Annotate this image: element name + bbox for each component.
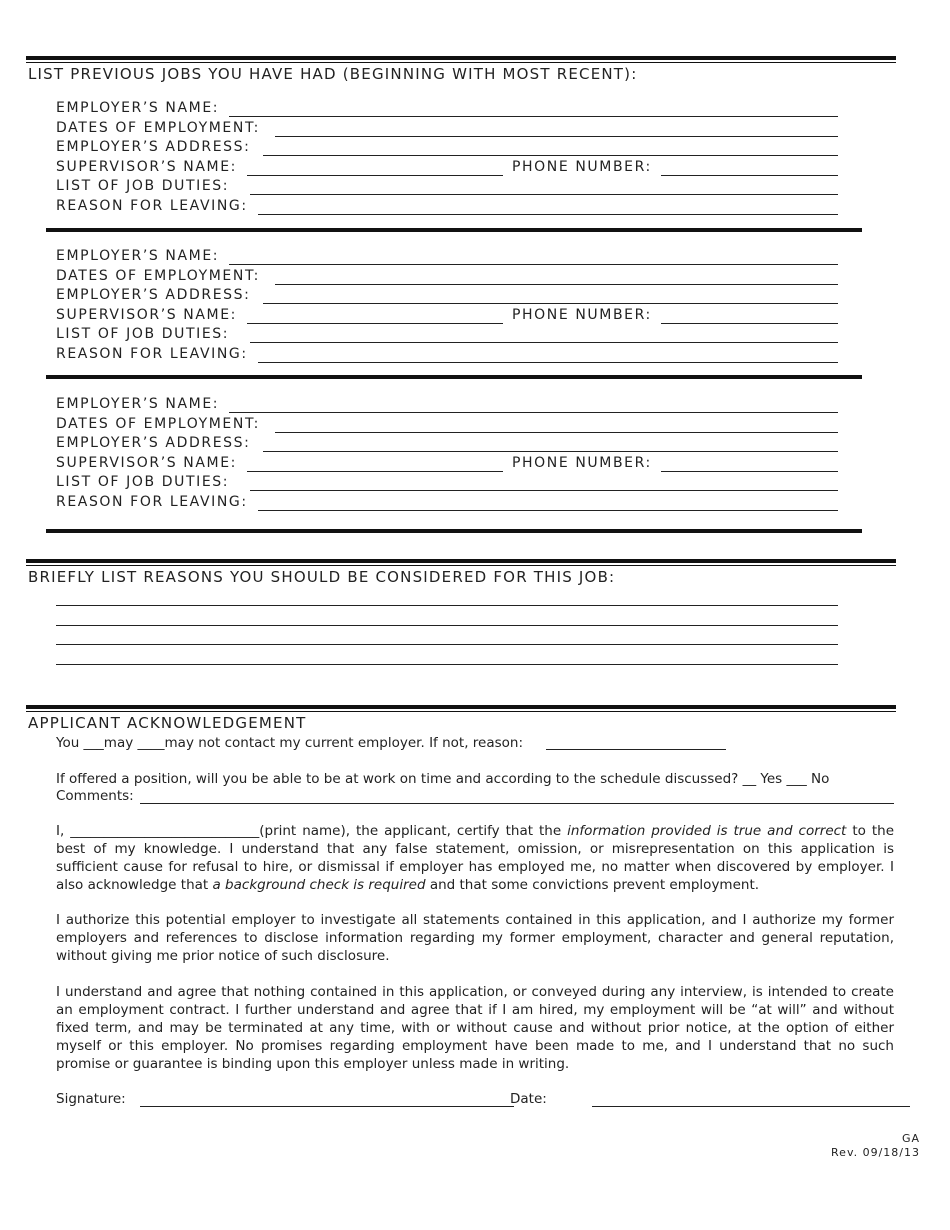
- section-divider: [26, 565, 896, 566]
- job-2-dates-of-employment-label: DATES OF EMPLOYMENT:: [56, 268, 260, 284]
- section-divider: [26, 711, 896, 712]
- job-1-reason-for-leaving-field[interactable]: [258, 214, 838, 215]
- authorization-paragraph: I authorize this potential employer to investigate all statements contained in this application, and I authorize my former employers and references to disclose information regarding my former employment, character and general reputation, without giving me prior notice of such disclosure.: [56, 912, 894, 964]
- job-3-phone-number-field[interactable]: [661, 471, 838, 472]
- date-field[interactable]: [592, 1106, 910, 1107]
- form-revision: Rev. 09/18/13: [831, 1146, 920, 1159]
- job-3-dates-of-employment-label: DATES OF EMPLOYMENT:: [56, 416, 260, 432]
- job-2-job-duties-label: LIST OF JOB DUTIES:: [56, 326, 230, 342]
- job-3-employer-address-field[interactable]: [263, 451, 838, 452]
- contact-reason-field[interactable]: [546, 749, 726, 750]
- job-2-reason-for-leaving-field[interactable]: [258, 362, 838, 363]
- job-3-job-duties-field[interactable]: [250, 490, 838, 491]
- job-3-reason-for-leaving-label: REASON FOR LEAVING:: [56, 494, 248, 510]
- ack-heading: APPLICANT ACKNOWLEDGEMENT: [28, 714, 307, 732]
- job-1-reason-for-leaving-label: REASON FOR LEAVING:: [56, 198, 248, 214]
- job-1-job-duties-label: LIST OF JOB DUTIES:: [56, 178, 230, 194]
- jobs-heading: LIST PREVIOUS JOBS YOU HAVE HAD (BEGINNING WITH MOST RECENT):: [28, 65, 638, 83]
- agreement-paragraph: I understand and agree that nothing contained in this application, or conveyed during any interview, is intended to create an employment contract. I further understand and agree that if I am hired, my employment will be “at will” and without fixed term, and may be terminated at any time, with or without cause and without prior notice, at the option of either myself or this employer. No promises regarding employment have been made to me, and I understand that no such promise or guarantee is binding upon this employer unless made in writing.: [56, 984, 894, 1072]
- job-2-supervisor-name-field[interactable]: [247, 323, 503, 324]
- contact-permission-text: You ___may ____may not contact my current employer. If not, reason:: [56, 735, 524, 751]
- comments-label: Comments:: [56, 788, 134, 804]
- comments-field[interactable]: [140, 803, 894, 804]
- job-1-supervisor-name-field[interactable]: [247, 175, 503, 176]
- job-1-phone-number-label: PHONE NUMBER:: [512, 159, 652, 175]
- job-2-phone-number-label: PHONE NUMBER:: [512, 307, 652, 323]
- reasons-line-2[interactable]: [56, 625, 838, 626]
- job-3-employer-name-field[interactable]: [229, 412, 838, 413]
- reasons-line-1[interactable]: [56, 605, 838, 606]
- job-block-divider: [46, 529, 862, 533]
- form-footer: [831, 1132, 920, 1160]
- job-3-supervisor-name-label: SUPERVISOR’S NAME:: [56, 455, 238, 471]
- section-divider: [26, 559, 896, 563]
- job-3-employer-name-label: EMPLOYER’S NAME:: [56, 396, 220, 412]
- reasons-line-4[interactable]: [56, 664, 838, 665]
- job-3-job-duties-label: LIST OF JOB DUTIES:: [56, 474, 230, 490]
- job-3-supervisor-name-field[interactable]: [247, 471, 503, 472]
- job-2-employer-name-label: EMPLOYER’S NAME:: [56, 248, 220, 264]
- section-divider: [26, 56, 896, 60]
- job-1-employer-name-label: EMPLOYER’S NAME:: [56, 100, 220, 116]
- job-1-phone-number-field[interactable]: [661, 175, 838, 176]
- job-1-job-duties-field[interactable]: [250, 194, 838, 195]
- signature-label: Signature:: [56, 1091, 126, 1107]
- section-divider: [26, 62, 896, 63]
- job-3-reason-for-leaving-field[interactable]: [258, 510, 838, 511]
- job-2-supervisor-name-label: SUPERVISOR’S NAME:: [56, 307, 238, 323]
- job-1-employer-address-label: EMPLOYER’S ADDRESS:: [56, 139, 251, 155]
- job-2-reason-for-leaving-label: REASON FOR LEAVING:: [56, 346, 248, 362]
- form-code: GA: [901, 1132, 920, 1145]
- job-2-dates-of-employment-field[interactable]: [275, 284, 838, 285]
- job-1-dates-of-employment-field[interactable]: [275, 136, 838, 137]
- job-1-dates-of-employment-label: DATES OF EMPLOYMENT:: [56, 120, 260, 136]
- job-3-employer-address-label: EMPLOYER’S ADDRESS:: [56, 435, 251, 451]
- job-1-supervisor-name-label: SUPERVISOR’S NAME:: [56, 159, 238, 175]
- job-2-phone-number-field[interactable]: [661, 323, 838, 324]
- job-1-employer-name-field[interactable]: [229, 116, 838, 117]
- job-2-employer-address-label: EMPLOYER’S ADDRESS:: [56, 287, 251, 303]
- job-1-employer-address-field[interactable]: [263, 155, 838, 156]
- signature-field[interactable]: [140, 1106, 514, 1107]
- job-block-divider: [46, 228, 862, 232]
- reasons-line-3[interactable]: [56, 644, 838, 645]
- reasons-heading: BRIEFLY LIST REASONS YOU SHOULD BE CONSIDERED FOR THIS JOB:: [28, 568, 616, 586]
- job-2-employer-address-field[interactable]: [263, 303, 838, 304]
- job-2-employer-name-field[interactable]: [229, 264, 838, 265]
- job-block-divider: [46, 375, 862, 379]
- certification-paragraph: I, ____________________________(print name), the applicant, certify that the information provided is true and correct to the best of my knowledge. I understand that any false statement, omission, or misrepresentation on this application is sufficient cause for refusal to hire, or dismissal if employer has employed me, no matter when discovered by employer. I also acknowledge that a background check is required and that some convictions prevent employment.: [56, 823, 894, 893]
- section-divider: [26, 705, 896, 709]
- job-2-job-duties-field[interactable]: [250, 342, 838, 343]
- job-3-dates-of-employment-field[interactable]: [275, 432, 838, 433]
- date-label: Date:: [510, 1091, 547, 1107]
- job-3-phone-number-label: PHONE NUMBER:: [512, 455, 652, 471]
- schedule-question: If offered a position, will you be able to be at work on time and according to the schedule discussed? __ Yes ___ No: [56, 771, 830, 787]
